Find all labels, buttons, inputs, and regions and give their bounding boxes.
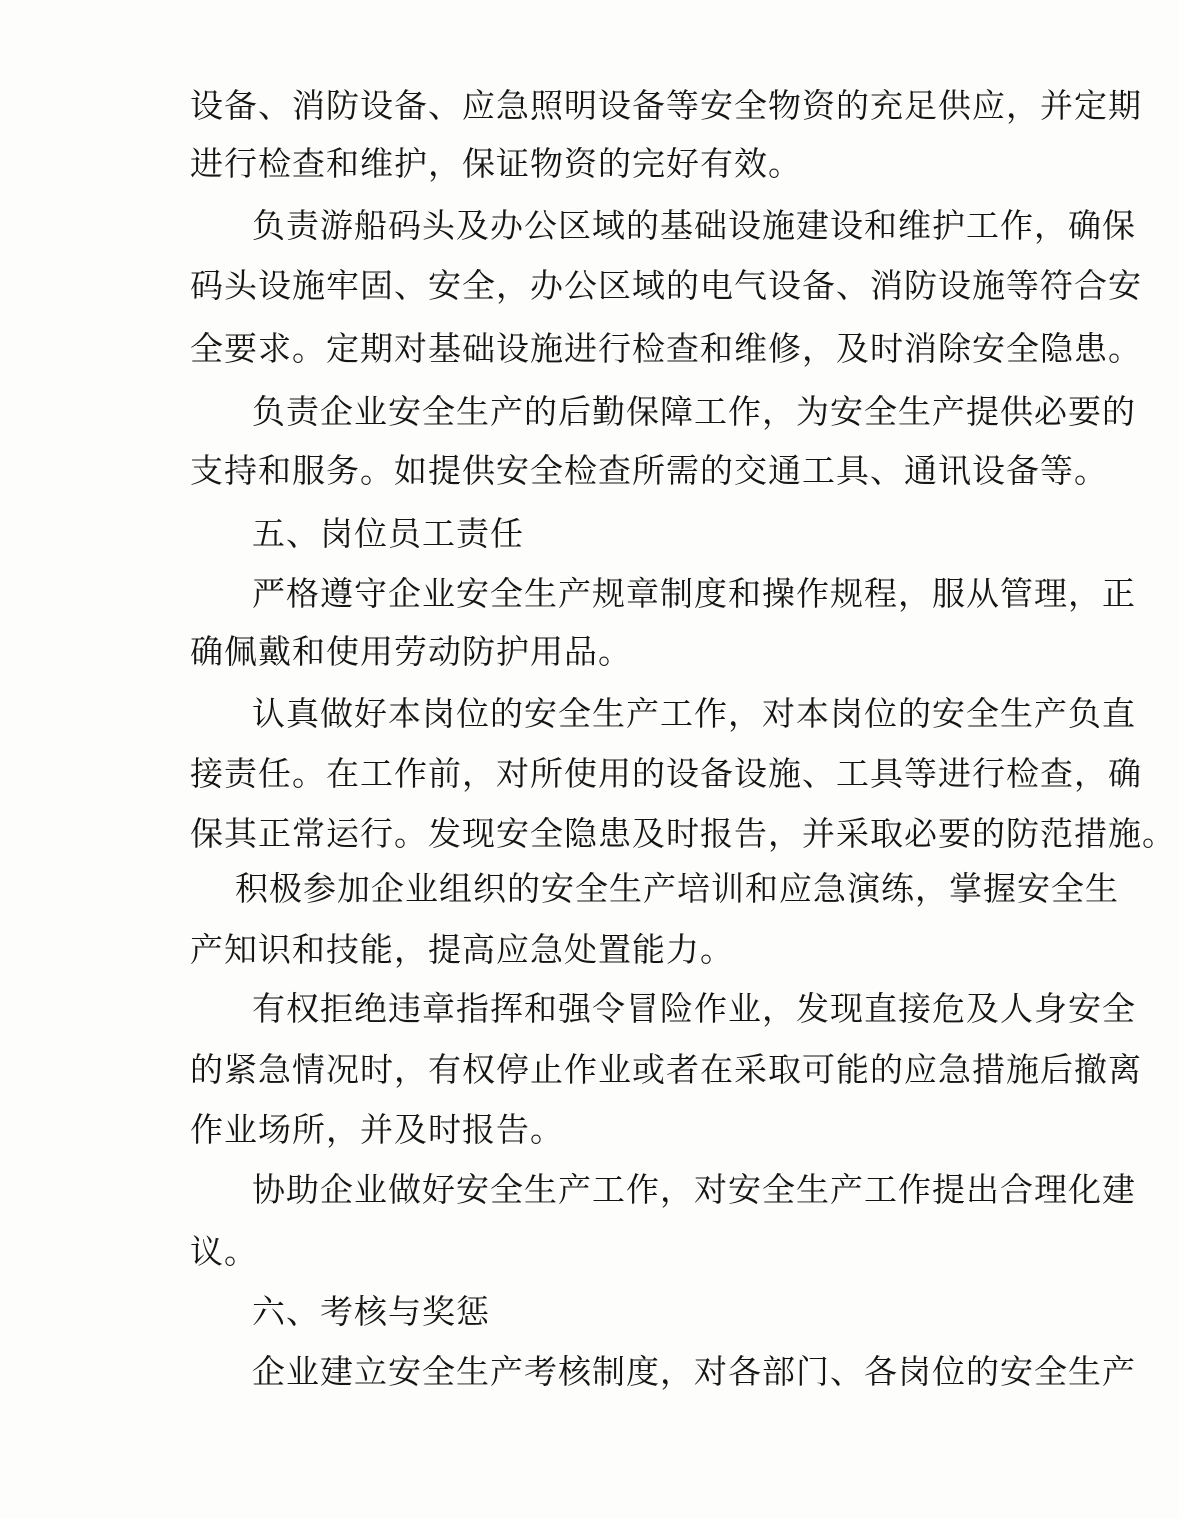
text-line: 保其正常运行。发现安全隐患及时报告，并采取必要的防范措施。: [190, 814, 1176, 853]
text-line: 产知识和技能，提高应急处置能力。: [190, 930, 734, 969]
text-line: 认真做好本岗位的安全生产工作，对本岗位的安全生产负直: [252, 694, 1136, 733]
text-line: 全要求。定期对基础设施进行检查和维修，及时消除安全隐患。: [190, 329, 1142, 368]
text-line: 严格遵守企业安全生产规章制度和操作规程，服从管理，正: [252, 574, 1136, 613]
text-line: 接责任。在工作前，对所使用的设备设施、工具等进行检查，确: [190, 754, 1142, 793]
text-line: 码头设施牢固、安全，办公区域的电气设备、消防设施等符合安: [190, 266, 1142, 305]
text-line: 协助企业做好安全生产工作，对安全生产工作提出合理化建: [252, 1170, 1136, 1209]
text-line: 有权拒绝违章指挥和强令冒险作业，发现直接危及人身安全: [252, 989, 1136, 1028]
text-line: 设备、消防设备、应急照明设备等安全物资的充足供应，并定期: [190, 86, 1142, 125]
text-line: 支持和服务。如提供安全检查所需的交通工具、通讯设备等。: [190, 451, 1108, 490]
text-line: 负责企业安全生产的后勤保障工作，为安全生产提供必要的: [252, 392, 1136, 431]
text-line: 进行检查和维护，保证物资的完好有效。: [190, 144, 802, 183]
text-line: 负责游船码头及办公区域的基础设施建设和维护工作，确保: [252, 206, 1136, 245]
text-line: 议。: [190, 1232, 258, 1271]
text-line: 企业建立安全生产考核制度，对各部门、各岗位的安全生产: [252, 1352, 1136, 1391]
text-line: 作业场所，并及时报告。: [190, 1110, 564, 1149]
section-heading: 六、考核与奖惩: [252, 1292, 490, 1331]
text-line: 的紧急情况时，有权停止作业或者在采取可能的应急措施后撤离: [190, 1050, 1142, 1089]
text-line: 确佩戴和使用劳动防护用品。: [190, 632, 632, 671]
text-line: 积极参加企业组织的安全生产培训和应急演练，掌握安全生: [235, 869, 1119, 908]
section-heading: 五、岗位员工责任: [252, 514, 524, 553]
